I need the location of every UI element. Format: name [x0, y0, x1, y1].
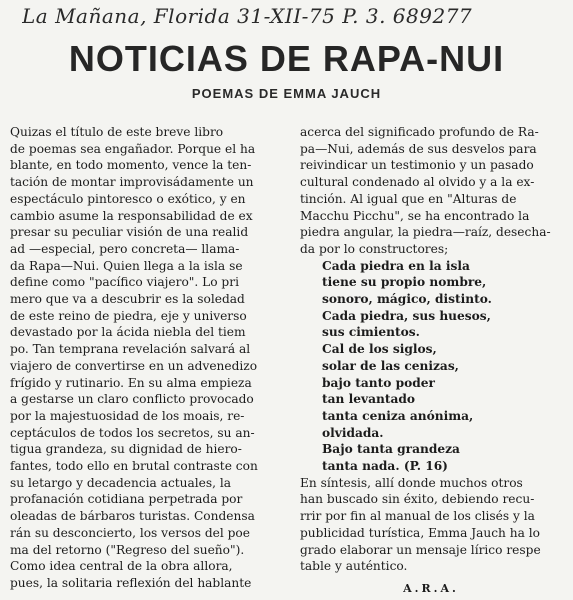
text-line: pues, la solitaria reflexión del hablante: [10, 575, 252, 590]
text-line: rrir por fin al manual de los clisés y la: [300, 509, 535, 524]
article-subtitle: POEMAS DE EMMA JAUCH: [191, 86, 382, 101]
text-line: table y auténtico.: [300, 559, 408, 574]
text-line: presar su peculiar visión de una realid: [10, 225, 249, 240]
text-line: ceptáculos de todos los secretos, su an-: [10, 425, 255, 440]
poem-line: solar de las cenizas,: [322, 358, 459, 373]
text-line: han buscado sin éxito, debiendo recu-: [300, 492, 535, 507]
text-line: Como idea central de la obra allora,: [10, 559, 233, 574]
poem-line: Cada piedra, sus huesos,: [322, 308, 491, 323]
text-line: su letargo y decadencia actuales, la: [10, 475, 232, 490]
text-line: por la majestuosidad de los moais, re-: [10, 408, 245, 423]
text-line: profanación cotidiana perpetrada por: [10, 492, 243, 507]
poem-line: Bajo tanta grandeza: [322, 442, 460, 457]
text-line: Quizas el título de este breve libro: [10, 125, 224, 139]
text-line: reivindicar un testimonio y un pasado: [300, 158, 534, 173]
text-line: de poemas sea engañador. Porque el ha: [10, 141, 256, 156]
poem-line: tiene su propio nombre,: [322, 275, 487, 290]
text-line: viajero de convertirse en un advenedizo: [10, 358, 258, 373]
poem-line: Cal de los siglos,: [322, 342, 437, 357]
poem-line: tanta nada. (P. 16): [322, 459, 448, 474]
text-line: de este reino de piedra, eje y universo: [10, 308, 247, 323]
author-signature: A.R.A.: [403, 581, 459, 595]
text-line: grado elaborar un mensaje lírico respe: [300, 542, 541, 557]
text-line: publicidad turística, Emma Jauch ha lo: [300, 525, 541, 540]
text-line: ad —especial, pero concreta— llama-: [10, 241, 240, 256]
text-line: frígido y rutinario. En su alma empieza: [10, 375, 252, 390]
right-column: [300, 124, 562, 598]
text-line: fantes, todo ello en brutal contraste con: [10, 459, 258, 474]
poem-line: tanta ceniza anónima,: [322, 408, 474, 423]
text-line: devastado por la ácida niebla del tiem: [10, 325, 246, 340]
text-line: oleadas de bárbaros turistas. Condensa: [10, 509, 255, 524]
text-line: mero que va a descubrir es la soledad: [10, 292, 245, 307]
text-line: rán su desconcierto, los versos del poe: [10, 525, 250, 540]
text-line: da por lo constructores;: [300, 241, 449, 256]
handwritten-annotation: La Mañana, Florida 31-XII-75 P. 3. 689277: [22, 4, 473, 28]
text-line: piedra angular, la piedra—raíz, desecha-: [300, 225, 551, 240]
text-line: tigua grandeza, su dignidad de hiero-: [10, 442, 242, 457]
text-line: cambio asume la responsabilidad de ex: [10, 208, 253, 223]
poem-line: olvidada.: [322, 425, 384, 440]
poem-line: tan levantado: [322, 392, 416, 407]
text-line: ma del retorno ("Regreso del sueño").: [10, 542, 245, 557]
poem-excerpt: [300, 258, 562, 475]
right-column-intro: [300, 124, 562, 258]
text-line: cultural condenado al olvido y a la ex-: [300, 175, 535, 190]
text-line: da Rapa—Nui. Quien llega a la isla se: [10, 258, 243, 273]
right-column-outro: [300, 475, 562, 575]
text-line: En síntesis, allí donde muchos otros: [300, 475, 523, 490]
text-line: Macchu Picchu", se ha encontrado la: [300, 208, 530, 223]
text-line: pa—Nui, además de sus desvelos para: [300, 141, 537, 156]
text-line: espectáculo pintoresco o exótico, y en: [10, 191, 246, 206]
text-line: acerca del significado profundo de Ra-: [300, 125, 539, 139]
text-line: po. Tan temprana revelación salvará al: [10, 342, 251, 357]
text-line: blante, en todo momento, vence la ten-: [10, 158, 252, 173]
left-column: [10, 124, 282, 592]
text-line: define como "pacífico viajero". Lo pri: [10, 275, 239, 290]
poem-line: bajo tanto poder: [322, 375, 435, 390]
poem-line: sonoro, mágico, distinto.: [322, 292, 492, 307]
poem-line: sus cimientos.: [322, 325, 420, 340]
article-title: NOTICIAS DE RAPA-NUI: [68, 38, 505, 79]
text-line: a gestarse un claro conflicto provocado: [10, 392, 254, 407]
text-line: tinción. Al igual que en "Alturas de: [300, 191, 517, 206]
text-line: tación de montar improvisádamente un: [10, 175, 254, 190]
poem-line: Cada piedra en la isla: [322, 258, 470, 273]
